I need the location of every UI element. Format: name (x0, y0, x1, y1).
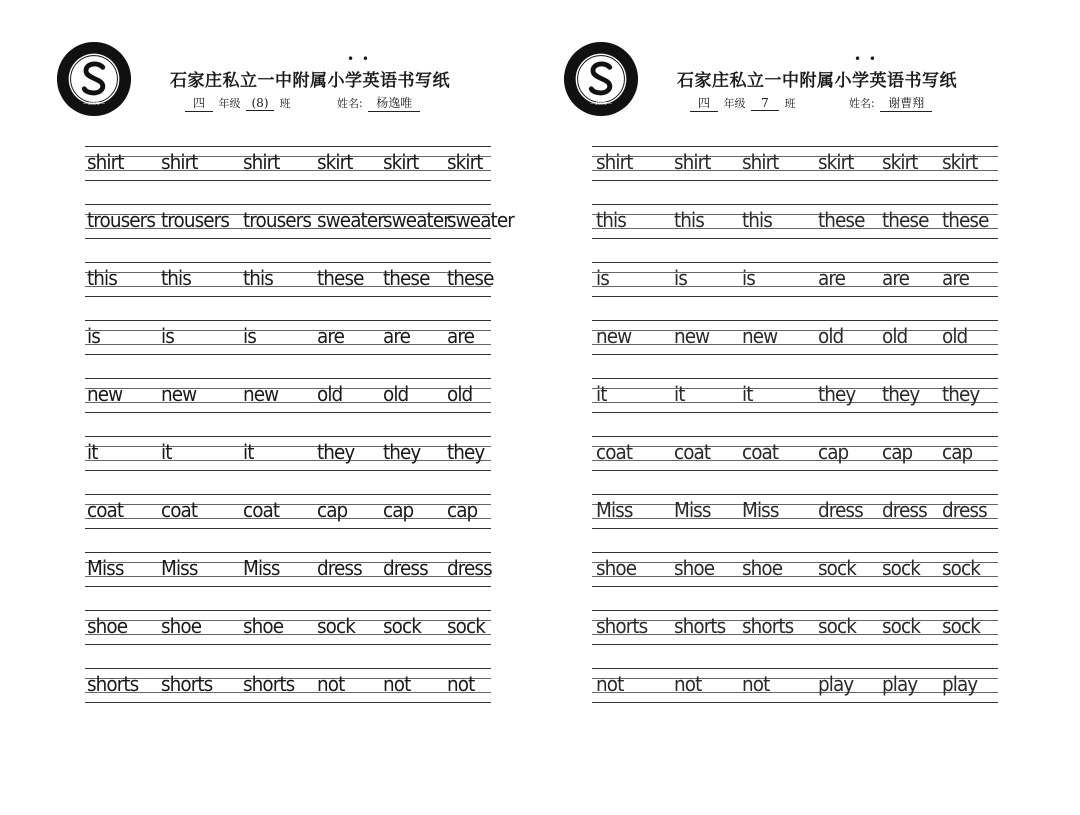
handwritten-word: Miss (742, 498, 779, 522)
handwritten-word: play (942, 672, 978, 696)
ruled-line (85, 354, 491, 355)
handwritten-word: sock (942, 556, 980, 580)
ruled-line (85, 238, 491, 239)
ruled-line (85, 644, 491, 645)
handwritten-word: they (942, 382, 980, 406)
word-group (592, 377, 998, 411)
ruled-line (85, 586, 491, 587)
handwritten-word: trousers (87, 208, 155, 232)
word-group (85, 609, 491, 643)
word-group (85, 261, 494, 295)
handwritten-word: skirt (383, 150, 419, 174)
handwritten-word: shorts (742, 614, 794, 638)
word-group (592, 435, 998, 469)
handwritten-word: dress (383, 556, 428, 580)
writing-lines (592, 140, 998, 720)
ruled-line (85, 412, 491, 413)
handwritten-word: it (87, 440, 98, 464)
handwritten-word: not (742, 672, 770, 696)
word-group (85, 377, 491, 411)
handwritten-word: it (674, 382, 685, 406)
handwritten-word: skirt (447, 150, 483, 174)
ruled-line (85, 470, 491, 471)
handwritten-word: shoe (674, 556, 715, 580)
handwritten-word: not (317, 672, 345, 696)
word-group (592, 203, 998, 237)
handwritten-word: shorts (243, 672, 295, 696)
school-seal-icon (55, 40, 133, 118)
class-field[interactable]: 7 (751, 96, 779, 111)
handwritten-word: Miss (596, 498, 633, 522)
handwritten-word: is (742, 266, 755, 290)
writing-row (85, 198, 514, 256)
ruled-line (592, 412, 998, 413)
handwritten-word: shirt (742, 150, 779, 174)
writing-row (592, 372, 998, 430)
writing-row (85, 488, 491, 546)
ruled-line (85, 180, 491, 181)
handwritten-word: play (818, 672, 854, 696)
handwritten-word: dress (818, 498, 863, 522)
name-field[interactable]: 杨逸唯 (368, 94, 420, 112)
handwritten-word: these (317, 266, 364, 290)
name-label: 姓名: (337, 97, 363, 110)
handwritten-word: cap (383, 498, 414, 522)
handwritten-word: they (317, 440, 355, 464)
handwritten-word: play (882, 672, 918, 696)
class-label: 班 (784, 97, 796, 110)
writing-row (85, 546, 491, 604)
word-group (85, 667, 491, 701)
ruled-line (592, 238, 998, 239)
handwritten-word: new (161, 382, 197, 406)
handwritten-word: this (243, 266, 273, 290)
writing-row (592, 198, 998, 256)
handwritten-word: it (161, 440, 172, 464)
ruled-line (592, 702, 998, 703)
handwritten-word: Miss (674, 498, 711, 522)
ruled-line (85, 296, 491, 297)
writing-row (592, 662, 998, 720)
handwritten-word: sock (818, 556, 856, 580)
word-group (85, 493, 491, 527)
word-group (85, 319, 491, 353)
handwritten-word: is (674, 266, 687, 290)
handwritten-word: these (447, 266, 494, 290)
writing-row (592, 314, 998, 372)
handwritten-word: are (942, 266, 969, 290)
handwritten-word: this (742, 208, 772, 232)
handwritten-word: new (596, 324, 632, 348)
handwritten-word: sock (447, 614, 485, 638)
handwritten-word: coat (243, 498, 280, 522)
handwritten-word: not (447, 672, 475, 696)
handwritten-word: shorts (87, 672, 139, 696)
handwritten-word: shirt (243, 150, 280, 174)
handwritten-word: coat (596, 440, 633, 464)
writing-row (592, 430, 998, 488)
ruled-line (592, 180, 998, 181)
handwritten-word: not (674, 672, 702, 696)
word-group (592, 667, 998, 701)
ruled-line (85, 528, 491, 529)
handwritten-word: cap (317, 498, 348, 522)
svg-text:—1995—: —1995— (82, 100, 106, 107)
grade-class-row (690, 94, 798, 112)
handwritten-word: this (674, 208, 704, 232)
handwritten-word: cap (882, 440, 913, 464)
writing-row (85, 662, 491, 720)
handwritten-word: skirt (882, 150, 918, 174)
handwritten-word: cap (942, 440, 973, 464)
handwritten-word: they (882, 382, 920, 406)
handwritten-word: shoe (243, 614, 284, 638)
handwritten-word: it (596, 382, 607, 406)
grade-label: 年级 (723, 97, 746, 110)
handwritten-word: is (243, 324, 256, 348)
handwritten-word: shorts (674, 614, 726, 638)
handwritten-word: Miss (243, 556, 280, 580)
school-seal-icon (562, 40, 640, 118)
ruled-line (592, 470, 998, 471)
handwritten-word: cap (447, 498, 478, 522)
handwritten-word: sweater (317, 208, 384, 232)
handwritten-word: are (383, 324, 410, 348)
ruled-line (592, 296, 998, 297)
handwritten-word: new (243, 382, 279, 406)
handwritten-word: shorts (161, 672, 213, 696)
writing-row (592, 256, 998, 314)
writing-row (592, 140, 998, 198)
handwritten-word: they (818, 382, 856, 406)
handwritten-word: trousers (161, 208, 229, 232)
title-dots: • • (854, 52, 878, 66)
worksheet-left (55, 0, 514, 720)
handwritten-word: they (383, 440, 421, 464)
class-label: 班 (279, 97, 291, 110)
word-group (592, 493, 998, 527)
name-row (335, 94, 420, 112)
handwritten-word: this (161, 266, 191, 290)
handwritten-word: are (317, 324, 344, 348)
writing-row (85, 604, 491, 662)
handwritten-word: dress (447, 556, 492, 580)
handwritten-word: is (161, 324, 174, 348)
class-field[interactable]: (8) (246, 96, 274, 111)
handwritten-word: shoe (87, 614, 128, 638)
grade-field[interactable]: 四 (690, 94, 718, 112)
ruled-line (85, 702, 491, 703)
grade-field[interactable]: 四 (185, 94, 213, 112)
handwritten-word: sock (882, 614, 920, 638)
handwritten-word: it (742, 382, 753, 406)
writing-row (85, 314, 491, 372)
word-group (592, 551, 998, 585)
word-group (85, 145, 491, 179)
handwritten-word: these (383, 266, 430, 290)
handwritten-word: are (447, 324, 474, 348)
handwritten-word: shirt (87, 150, 124, 174)
handwritten-word: is (87, 324, 100, 348)
name-row (847, 94, 932, 112)
grade-class-row (185, 94, 293, 112)
handwritten-word: not (596, 672, 624, 696)
handwritten-word: skirt (818, 150, 854, 174)
writing-row (85, 140, 491, 198)
handwritten-word: old (942, 324, 968, 348)
handwritten-word: Miss (161, 556, 198, 580)
handwritten-word: are (882, 266, 909, 290)
handwritten-word: sock (818, 614, 856, 638)
handwritten-word: this (87, 266, 117, 290)
word-group (592, 319, 998, 353)
handwritten-word: this (596, 208, 626, 232)
handwritten-word: trousers (243, 208, 311, 232)
title-dots: • • (347, 52, 371, 66)
handwritten-word: coat (87, 498, 124, 522)
handwritten-word: sock (942, 614, 980, 638)
svg-text:—1995—: —1995— (589, 100, 613, 107)
writing-row (592, 604, 998, 662)
ruled-line (592, 354, 998, 355)
handwritten-word: new (742, 324, 778, 348)
handwritten-word: it (243, 440, 254, 464)
word-group (592, 261, 998, 295)
handwritten-word: these (818, 208, 865, 232)
handwritten-word: old (383, 382, 409, 406)
writing-row (85, 430, 491, 488)
handwritten-word: skirt (942, 150, 978, 174)
handwritten-word: sock (882, 556, 920, 580)
handwritten-word: these (882, 208, 929, 232)
handwritten-word: old (818, 324, 844, 348)
name-label: 姓名: (849, 97, 875, 110)
writing-row (592, 488, 998, 546)
writing-row (592, 546, 998, 604)
handwritten-word: coat (742, 440, 779, 464)
handwritten-word: sweater (447, 208, 514, 232)
handwritten-word: shoe (161, 614, 202, 638)
ruled-line (592, 644, 998, 645)
word-group (85, 551, 491, 585)
handwritten-word: sweater (383, 208, 450, 232)
writing-row (85, 256, 494, 314)
handwritten-word: new (674, 324, 710, 348)
handwritten-word: they (447, 440, 485, 464)
ruled-line (592, 586, 998, 587)
handwritten-word: is (596, 266, 609, 290)
handwritten-word: old (317, 382, 343, 406)
handwritten-word: shirt (161, 150, 198, 174)
handwritten-word: old (447, 382, 473, 406)
handwritten-word: shorts (596, 614, 648, 638)
handwritten-word: old (882, 324, 908, 348)
grade-label: 年级 (218, 97, 241, 110)
ruled-line (592, 528, 998, 529)
handwritten-word: shirt (674, 150, 711, 174)
handwritten-word: dress (942, 498, 987, 522)
handwritten-word: cap (818, 440, 849, 464)
handwritten-word: shoe (742, 556, 783, 580)
word-group (592, 609, 998, 643)
handwritten-word: dress (317, 556, 362, 580)
handwritten-word: new (87, 382, 123, 406)
handwritten-word: dress (882, 498, 927, 522)
handwritten-word: these (942, 208, 989, 232)
writing-lines (85, 140, 514, 720)
handwritten-word: skirt (317, 150, 353, 174)
handwritten-word: sock (383, 614, 421, 638)
handwritten-word: are (818, 266, 845, 290)
handwritten-word: Miss (87, 556, 124, 580)
word-group (85, 203, 514, 237)
writing-row (85, 372, 491, 430)
page-title: 石家庄私立一中附属小学英语书写纸 (677, 71, 957, 91)
page-title: 石家庄私立一中附属小学英语书写纸 (170, 71, 450, 91)
worksheet-right (562, 0, 992, 720)
handwritten-word: shoe (596, 556, 637, 580)
handwritten-word: shirt (596, 150, 633, 174)
word-group (592, 145, 998, 179)
handwritten-word: not (383, 672, 411, 696)
handwritten-word: coat (674, 440, 711, 464)
handwritten-word: sock (317, 614, 355, 638)
handwritten-word: coat (161, 498, 198, 522)
word-group (85, 435, 491, 469)
name-field[interactable]: 谢曹翔 (880, 94, 932, 112)
